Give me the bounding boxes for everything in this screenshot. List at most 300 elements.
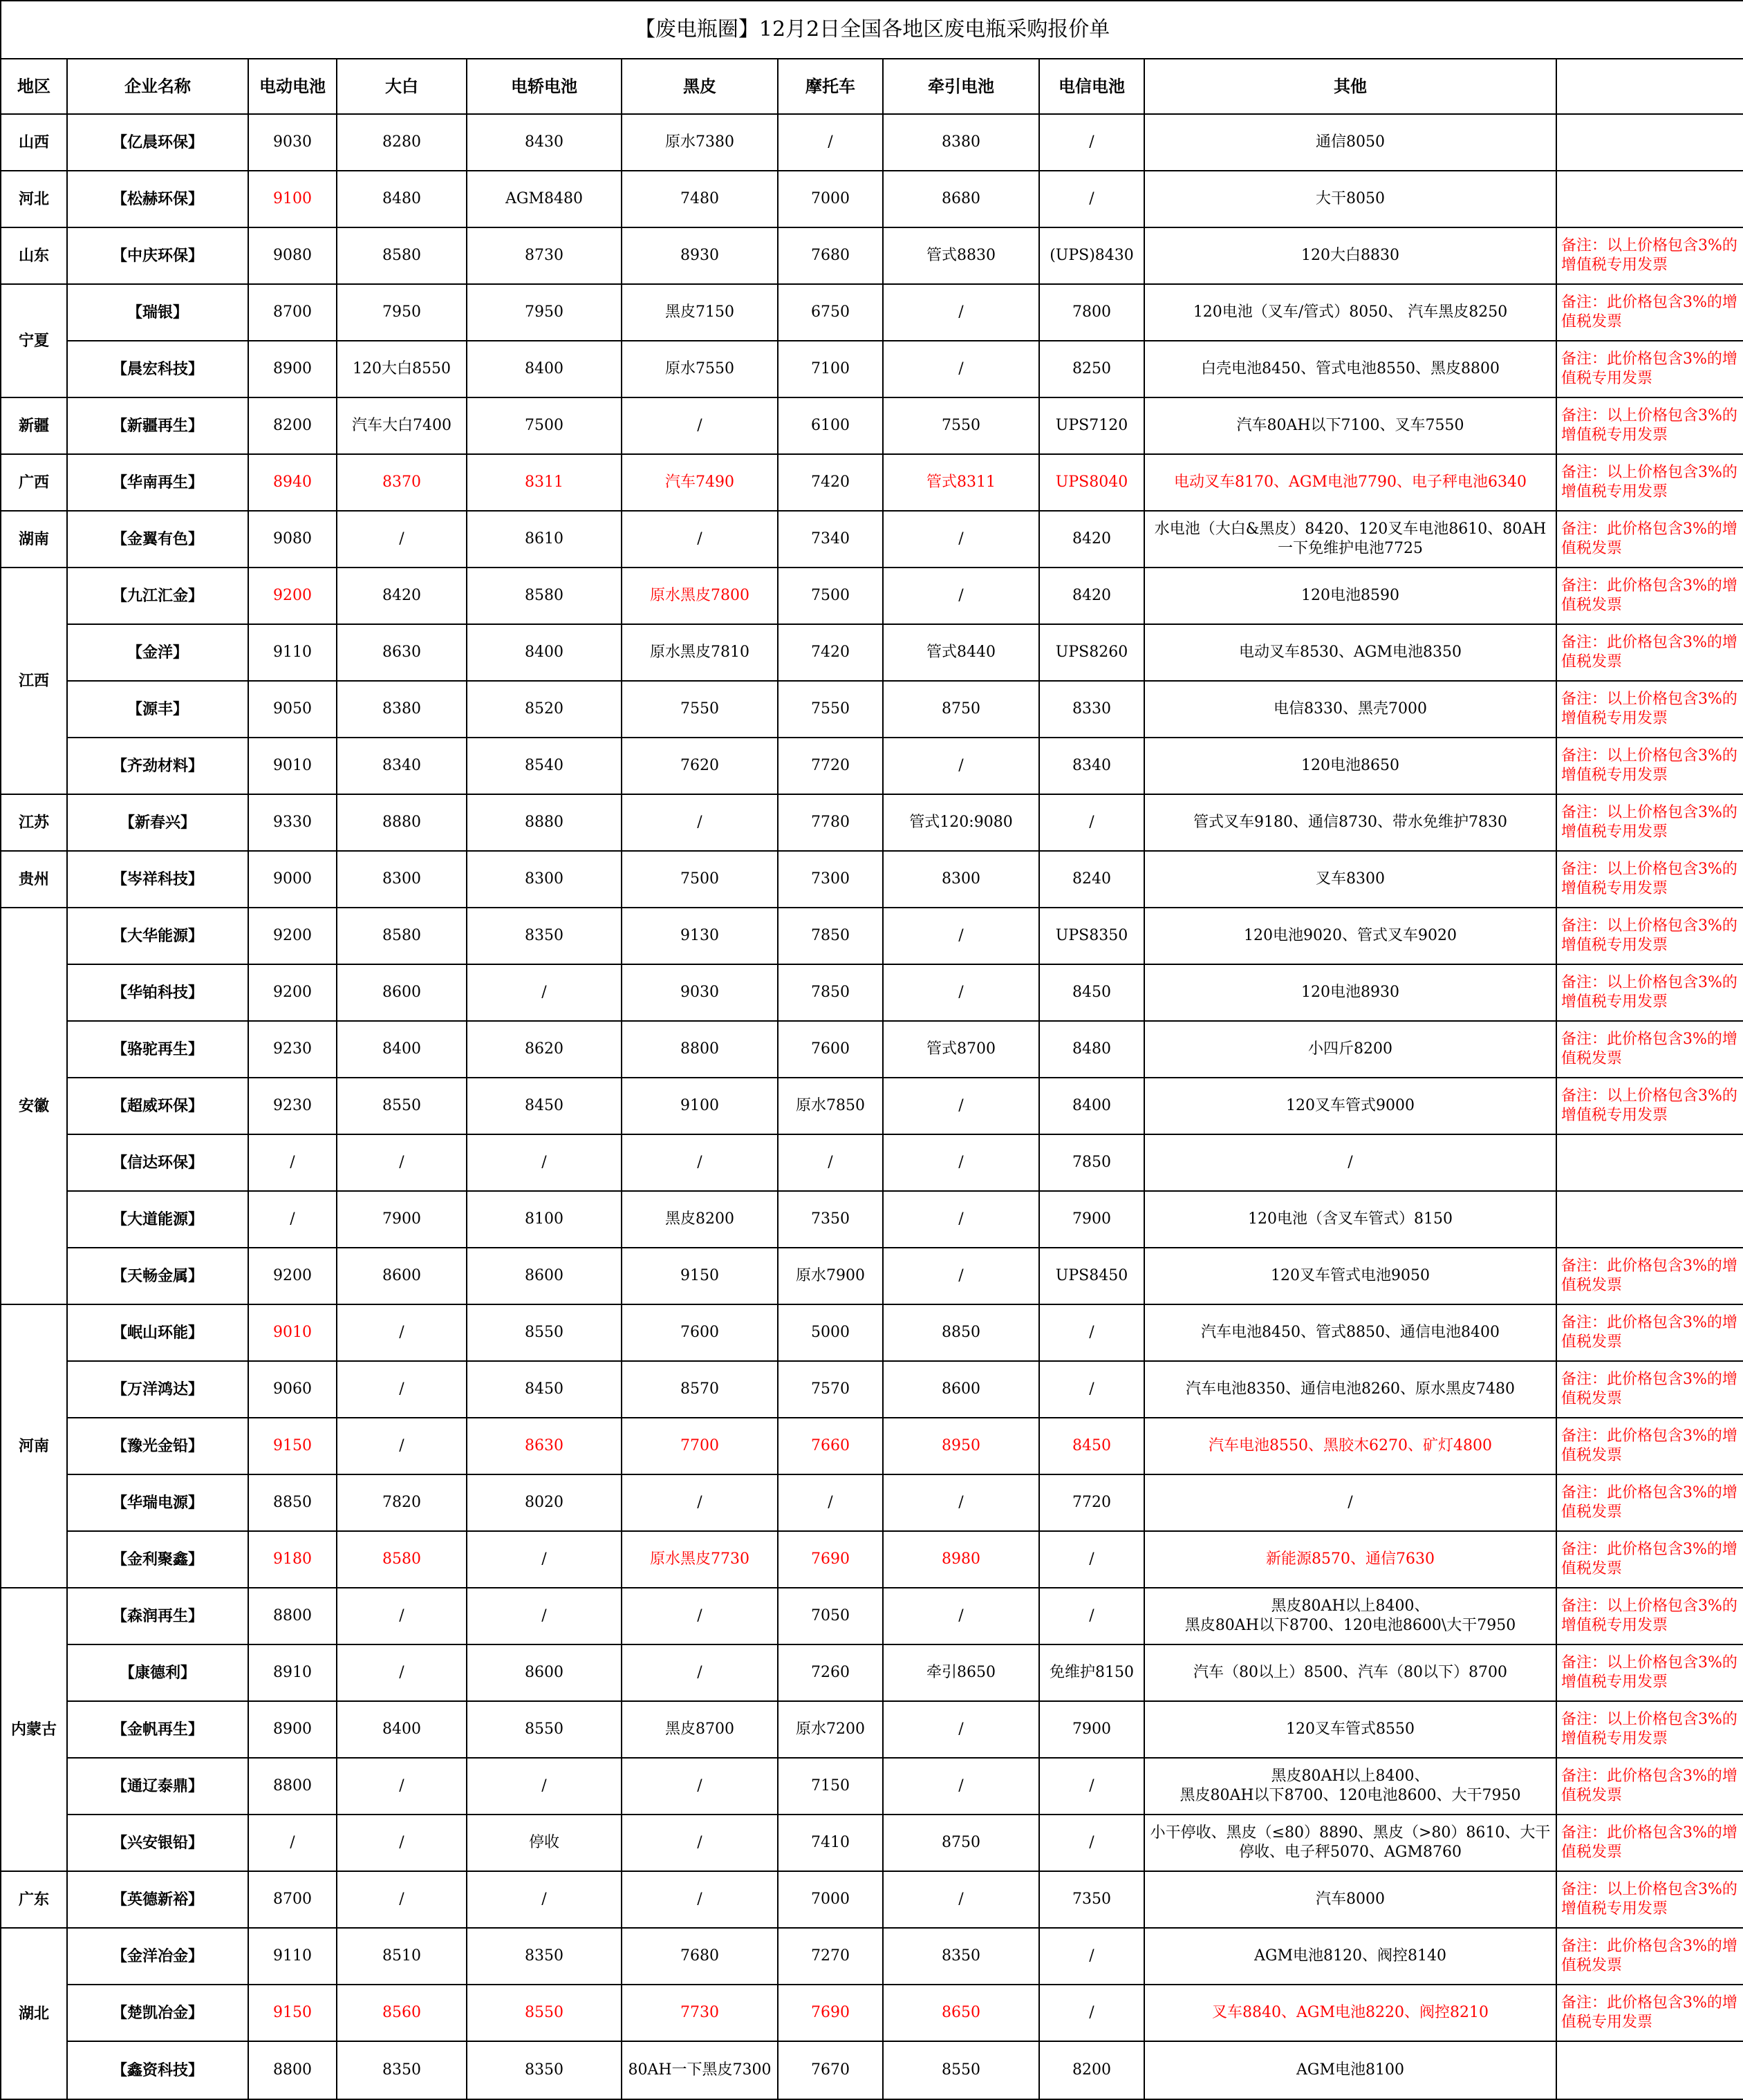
dabai-price: / <box>337 1304 467 1361</box>
dabai-price: 8880 <box>337 794 467 851</box>
table-row <box>1 738 1743 794</box>
electric-battery-price: 9200 <box>248 1248 337 1304</box>
company-name: 【大华能源】 <box>67 908 248 964</box>
company-name: 【新疆再生】 <box>67 397 248 454</box>
heipi-price: 原水黑皮7800 <box>622 568 778 624</box>
telecom-battery-price: 8400 <box>1039 1078 1144 1134</box>
traction-battery-price: / <box>883 1758 1039 1815</box>
traction-battery-price: 8750 <box>883 1815 1039 1871</box>
other-prices: 120电池（叉车/管式）8050、 汽车黑皮8250 <box>1144 284 1556 341</box>
table-row <box>1 1134 1743 1191</box>
car-battery-price: 8550 <box>467 1304 622 1361</box>
heipi-price: 8570 <box>622 1361 778 1418</box>
motorcycle-price: 7150 <box>778 1758 883 1815</box>
telecom-battery-price: / <box>1039 1928 1144 1985</box>
car-battery-price: 8300 <box>467 851 622 908</box>
note-cell: 备注：以上价格包含3%的增值税专用发票 <box>1556 397 1743 454</box>
telecom-battery-price: / <box>1039 1588 1144 1644</box>
car-battery-price: 8100 <box>467 1191 622 1248</box>
car-battery-price: 8620 <box>467 1021 622 1078</box>
traction-battery-price: / <box>883 511 1039 568</box>
car-battery-price: 8730 <box>467 227 622 284</box>
car-battery-price: / <box>467 1758 622 1815</box>
electric-battery-price: 9010 <box>248 738 337 794</box>
region-cell: 江苏 <box>1 794 67 851</box>
note-cell: 备注：以上价格包含3%的增值税专用发票 <box>1556 454 1743 511</box>
car-battery-price: 8610 <box>467 511 622 568</box>
company-name: 【金洋冶金】 <box>67 1928 248 1985</box>
heipi-price: 80AH一下黑皮7300 <box>622 2041 778 2099</box>
table-row <box>1 1531 1743 1588</box>
table-row <box>1 227 1743 284</box>
company-name: 【齐劲材料】 <box>67 738 248 794</box>
header-dabai: 大白 <box>337 59 467 114</box>
region-cell: 湖北 <box>1 1928 67 2099</box>
electric-battery-price: / <box>248 1134 337 1191</box>
car-battery-price: 8400 <box>467 341 622 397</box>
traction-battery-price: 8980 <box>883 1531 1039 1588</box>
note-cell: 备注：此价格包含3%的增值税发票 <box>1556 1474 1743 1531</box>
car-battery-price: / <box>467 1871 622 1928</box>
header-motorcycle: 摩托车 <box>778 59 883 114</box>
company-name: 【松赫环保】 <box>67 171 248 227</box>
electric-battery-price: 8910 <box>248 1644 337 1701</box>
electric-battery-price: 8900 <box>248 341 337 397</box>
note-cell: 备注：此价格包含3%的增值税发票 <box>1556 1304 1743 1361</box>
heipi-price: 7550 <box>622 681 778 738</box>
table-row <box>1 1985 1743 2041</box>
dabai-price: 120大白8550 <box>337 341 467 397</box>
heipi-price: / <box>622 794 778 851</box>
motorcycle-price: 7100 <box>778 341 883 397</box>
traction-battery-price: / <box>883 1248 1039 1304</box>
traction-battery-price: / <box>883 341 1039 397</box>
electric-battery-price: 9030 <box>248 114 337 171</box>
dabai-price: 8480 <box>337 171 467 227</box>
car-battery-price: 8020 <box>467 1474 622 1531</box>
other-prices: / <box>1144 1474 1556 1531</box>
region-cell: 安徽 <box>1 908 67 1304</box>
note-cell: 备注：以上价格包含3%的增值税专用发票 <box>1556 851 1743 908</box>
table-row <box>1 1304 1743 1361</box>
region-cell: 新疆 <box>1 397 67 454</box>
motorcycle-price: 5000 <box>778 1304 883 1361</box>
other-prices: 120叉车管式9000 <box>1144 1078 1556 1134</box>
dabai-price: 8370 <box>337 454 467 511</box>
motorcycle-price: 7850 <box>778 908 883 964</box>
other-prices: 汽车8000 <box>1144 1871 1556 1928</box>
header-electric: 电动电池 <box>248 59 337 114</box>
table-row <box>1 454 1743 511</box>
electric-battery-price: 9180 <box>248 1531 337 1588</box>
electric-battery-price: 8940 <box>248 454 337 511</box>
traction-battery-price: 管式8700 <box>883 1021 1039 1078</box>
electric-battery-price: 8700 <box>248 1871 337 1928</box>
header-heipi: 黑皮 <box>622 59 778 114</box>
telecom-battery-price: / <box>1039 1531 1144 1588</box>
table-row <box>1 1701 1743 1758</box>
company-name: 【岷山环能】 <box>67 1304 248 1361</box>
electric-battery-price: 9060 <box>248 1361 337 1418</box>
company-name: 【九江汇金】 <box>67 568 248 624</box>
other-prices: 小干停收、黑皮（≤80）8890、黑皮（>80）8610、大干停收、电子秤5070、AGM8760 <box>1144 1815 1556 1871</box>
company-name: 【岑祥科技】 <box>67 851 248 908</box>
electric-battery-price: 9010 <box>248 1304 337 1361</box>
note-cell: 备注：此价格包含3%的增值税发票 <box>1556 1758 1743 1815</box>
region-cell: 山西 <box>1 114 67 171</box>
telecom-battery-price: 7350 <box>1039 1871 1144 1928</box>
company-name: 【楚凯冶金】 <box>67 1985 248 2041</box>
note-cell: 备注：此价格包含3%的增值税发票 <box>1556 284 1743 341</box>
traction-battery-price: / <box>883 284 1039 341</box>
note-cell: 备注：此价格包含3%的增值税发票 <box>1556 511 1743 568</box>
other-prices: / <box>1144 1134 1556 1191</box>
dabai-price: 7900 <box>337 1191 467 1248</box>
telecom-battery-price: / <box>1039 1815 1144 1871</box>
table-row <box>1 1474 1743 1531</box>
note-cell: 备注：以上价格包含3%的增值税专用发票 <box>1556 738 1743 794</box>
motorcycle-price: 7780 <box>778 794 883 851</box>
heipi-price: 黑皮7150 <box>622 284 778 341</box>
company-name: 【源丰】 <box>67 681 248 738</box>
telecom-battery-price: / <box>1039 1758 1144 1815</box>
motorcycle-price: 7570 <box>778 1361 883 1418</box>
heipi-price: / <box>622 1588 778 1644</box>
car-battery-price: 8600 <box>467 1644 622 1701</box>
other-prices: 通信8050 <box>1144 114 1556 171</box>
traction-battery-price: 管式8311 <box>883 454 1039 511</box>
heipi-price: 7680 <box>622 1928 778 1985</box>
telecom-battery-price: 8420 <box>1039 568 1144 624</box>
traction-battery-price: / <box>883 1474 1039 1531</box>
car-battery-price: 8540 <box>467 738 622 794</box>
note-cell: 备注：以上价格包含3%的增值税专用发票 <box>1556 794 1743 851</box>
heipi-price: 7730 <box>622 1985 778 2041</box>
dabai-price: 8580 <box>337 227 467 284</box>
telecom-battery-price: 8200 <box>1039 2041 1144 2099</box>
traction-battery-price: / <box>883 1701 1039 1758</box>
car-battery-price: 8450 <box>467 1361 622 1418</box>
motorcycle-price: 7500 <box>778 568 883 624</box>
company-name: 【华南再生】 <box>67 454 248 511</box>
dabai-price: 8350 <box>337 2041 467 2099</box>
dabai-price: 汽车大白7400 <box>337 397 467 454</box>
traction-battery-price: 8650 <box>883 1985 1039 2041</box>
company-name: 【骆驼再生】 <box>67 1021 248 1078</box>
other-prices: 管式叉车9180、通信8730、带水免维护7830 <box>1144 794 1556 851</box>
note-cell: 备注：此价格包含3%的增值税发票 <box>1556 1815 1743 1871</box>
traction-battery-price: 8300 <box>883 851 1039 908</box>
traction-battery-price: / <box>883 1078 1039 1134</box>
telecom-battery-price: / <box>1039 1985 1144 2041</box>
traction-battery-price: 8380 <box>883 114 1039 171</box>
motorcycle-price: 7850 <box>778 964 883 1021</box>
telecom-battery-price: 7800 <box>1039 284 1144 341</box>
dabai-price: 8580 <box>337 908 467 964</box>
note-cell: 备注：以上价格包含3%的增值税专用发票 <box>1556 1644 1743 1701</box>
dabai-price: 8580 <box>337 1531 467 1588</box>
motorcycle-price: 7350 <box>778 1191 883 1248</box>
traction-battery-price: 管式8440 <box>883 624 1039 681</box>
table-row <box>1 851 1743 908</box>
traction-battery-price: 8750 <box>883 681 1039 738</box>
telecom-battery-price: 8240 <box>1039 851 1144 908</box>
region-cell: 山东 <box>1 227 67 284</box>
traction-battery-price: / <box>883 1191 1039 1248</box>
telecom-battery-price: UPS7120 <box>1039 397 1144 454</box>
other-prices: 汽车电池8550、黑胶木6270、矿灯4800 <box>1144 1418 1556 1474</box>
dabai-price: 8420 <box>337 568 467 624</box>
dabai-price: 7950 <box>337 284 467 341</box>
header-traction: 牵引电池 <box>883 59 1039 114</box>
dabai-price: 8510 <box>337 1928 467 1985</box>
car-battery-price: 7950 <box>467 284 622 341</box>
heipi-price: 9130 <box>622 908 778 964</box>
table-row <box>1 1815 1743 1871</box>
company-name: 【中庆环保】 <box>67 227 248 284</box>
header-row <box>1 59 1743 114</box>
traction-battery-price: / <box>883 1871 1039 1928</box>
electric-battery-price: 9080 <box>248 227 337 284</box>
motorcycle-price: 6750 <box>778 284 883 341</box>
table-row <box>1 1588 1743 1644</box>
motorcycle-price: 7300 <box>778 851 883 908</box>
heipi-price: 8930 <box>622 227 778 284</box>
other-prices: 120电池8650 <box>1144 738 1556 794</box>
heipi-price: 9100 <box>622 1078 778 1134</box>
traction-battery-price: / <box>883 964 1039 1021</box>
note-cell <box>1556 171 1743 227</box>
table-row <box>1 1418 1743 1474</box>
telecom-battery-price: (UPS)8430 <box>1039 227 1144 284</box>
heipi-price: / <box>622 1474 778 1531</box>
company-name: 【通辽泰鼎】 <box>67 1758 248 1815</box>
note-cell <box>1556 114 1743 171</box>
telecom-battery-price: / <box>1039 1304 1144 1361</box>
traction-battery-price: 7550 <box>883 397 1039 454</box>
other-prices: 120电池8930 <box>1144 964 1556 1021</box>
electric-battery-price: 9330 <box>248 794 337 851</box>
table-row <box>1 511 1743 568</box>
electric-battery-price: 8800 <box>248 1758 337 1815</box>
dabai-price: / <box>337 1134 467 1191</box>
electric-battery-price: 9080 <box>248 511 337 568</box>
company-name: 【晨宏科技】 <box>67 341 248 397</box>
car-battery-price: 8350 <box>467 2041 622 2099</box>
region-cell: 贵州 <box>1 851 67 908</box>
company-name: 【华铂科技】 <box>67 964 248 1021</box>
electric-battery-price: 9150 <box>248 1418 337 1474</box>
traction-battery-price: 管式120:9080 <box>883 794 1039 851</box>
motorcycle-price: 原水7850 <box>778 1078 883 1134</box>
heipi-price: 7620 <box>622 738 778 794</box>
company-name: 【亿晨环保】 <box>67 114 248 171</box>
table-row <box>1 1928 1743 1985</box>
heipi-price: 7500 <box>622 851 778 908</box>
heipi-price: / <box>622 1134 778 1191</box>
company-name: 【超威环保】 <box>67 1078 248 1134</box>
electric-battery-price: 9230 <box>248 1078 337 1134</box>
company-name: 【金利聚鑫】 <box>67 1531 248 1588</box>
telecom-battery-price: 7900 <box>1039 1701 1144 1758</box>
dabai-price: 8600 <box>337 1248 467 1304</box>
dabai-price: / <box>337 1418 467 1474</box>
table-row <box>1 1021 1743 1078</box>
note-cell: 备注：此价格包含3%的增值税发票 <box>1556 1928 1743 1985</box>
telecom-battery-price: UPS8450 <box>1039 1248 1144 1304</box>
table-row <box>1 1758 1743 1815</box>
region-cell: 宁夏 <box>1 284 67 397</box>
heipi-price: 黑皮8200 <box>622 1191 778 1248</box>
note-cell: 备注：以上价格包含3%的增值税专用发票 <box>1556 908 1743 964</box>
note-cell: 备注：以上价格包含3%的增值税专用发票 <box>1556 964 1743 1021</box>
electric-battery-price: 9200 <box>248 568 337 624</box>
motorcycle-price: 7420 <box>778 624 883 681</box>
other-prices: 120电池9020、管式叉车9020 <box>1144 908 1556 964</box>
telecom-battery-price: 7720 <box>1039 1474 1144 1531</box>
region-cell: 河南 <box>1 1304 67 1588</box>
motorcycle-price: 原水7900 <box>778 1248 883 1304</box>
dabai-price: / <box>337 1815 467 1871</box>
note-cell: 备注：此价格包含3%的增值税专用发票 <box>1556 1985 1743 2041</box>
other-prices: 汽车（80以上）8500、汽车（80以下）8700 <box>1144 1644 1556 1701</box>
dabai-price: / <box>337 1588 467 1644</box>
other-prices: 120叉车管式8550 <box>1144 1701 1556 1758</box>
heipi-price: / <box>622 1871 778 1928</box>
dabai-price: 8400 <box>337 1701 467 1758</box>
note-cell: 备注：此价格包含3%的增值税发票 <box>1556 1418 1743 1474</box>
note-cell: 备注：此价格包含3%的增值税发票 <box>1556 568 1743 624</box>
traction-battery-price: / <box>883 1588 1039 1644</box>
electric-battery-price: 9110 <box>248 624 337 681</box>
header-company: 企业名称 <box>67 59 248 114</box>
traction-battery-price: / <box>883 908 1039 964</box>
telecom-battery-price: / <box>1039 794 1144 851</box>
traction-battery-price: / <box>883 738 1039 794</box>
table-row <box>1 1644 1743 1701</box>
heipi-price: 7600 <box>622 1304 778 1361</box>
table-row <box>1 964 1743 1021</box>
note-cell: 备注：此价格包含3%的增值税发票 <box>1556 1361 1743 1418</box>
dabai-price: 8630 <box>337 624 467 681</box>
car-battery-price: 8450 <box>467 1078 622 1134</box>
electric-battery-price: 8200 <box>248 397 337 454</box>
note-cell <box>1556 2041 1743 2099</box>
other-prices: 汽车电池8350、通信电池8260、原水黑皮7480 <box>1144 1361 1556 1418</box>
motorcycle-price: 7000 <box>778 171 883 227</box>
company-name: 【鑫资科技】 <box>67 2041 248 2099</box>
motorcycle-price: 7690 <box>778 1531 883 1588</box>
table-row <box>1 794 1743 851</box>
heipi-price: 汽车7490 <box>622 454 778 511</box>
header-telecom: 电信电池 <box>1039 59 1144 114</box>
electric-battery-price: 9110 <box>248 1928 337 1985</box>
car-battery-price: 8580 <box>467 568 622 624</box>
note-cell: 备注：此价格包含3%的增值税发票 <box>1556 1248 1743 1304</box>
motorcycle-price: 7660 <box>778 1418 883 1474</box>
telecom-battery-price: UPS8350 <box>1039 908 1144 964</box>
dabai-price: 8550 <box>337 1078 467 1134</box>
car-battery-price: / <box>467 1531 622 1588</box>
motorcycle-price: / <box>778 1134 883 1191</box>
region-cell: 湖南 <box>1 511 67 568</box>
company-name: 【万洋鸿达】 <box>67 1361 248 1418</box>
other-prices: 电信8330、黑壳7000 <box>1144 681 1556 738</box>
electric-battery-price: 9100 <box>248 171 337 227</box>
company-name: 【英德新裕】 <box>67 1871 248 1928</box>
note-cell: 备注：以上价格包含3%的增值税专用发票 <box>1556 681 1743 738</box>
company-name: 【豫光金铅】 <box>67 1418 248 1474</box>
other-prices: 白壳电池8450、管式电池8550、黑皮8800 <box>1144 341 1556 397</box>
region-cell: 江西 <box>1 568 67 794</box>
motorcycle-price: 7000 <box>778 1871 883 1928</box>
telecom-battery-price: 8450 <box>1039 964 1144 1021</box>
telecom-battery-price: 免维护8150 <box>1039 1644 1144 1701</box>
table-row <box>1 908 1743 964</box>
telecom-battery-price: / <box>1039 114 1144 171</box>
table-row <box>1 681 1743 738</box>
heipi-price: / <box>622 1815 778 1871</box>
table-row <box>1 1361 1743 1418</box>
telecom-battery-price: / <box>1039 1361 1144 1418</box>
company-name: 【瑞银】 <box>67 284 248 341</box>
heipi-price: 7480 <box>622 171 778 227</box>
company-name: 【金翼有色】 <box>67 511 248 568</box>
electric-battery-price: 8800 <box>248 1588 337 1644</box>
heipi-price: 8800 <box>622 1021 778 1078</box>
electric-battery-price: / <box>248 1191 337 1248</box>
company-name: 【大道能源】 <box>67 1191 248 1248</box>
car-battery-price: AGM8480 <box>467 171 622 227</box>
car-battery-price: / <box>467 964 622 1021</box>
other-prices: 120大白8830 <box>1144 227 1556 284</box>
note-cell: 备注：此价格包含3%的增值税发票 <box>1556 1531 1743 1588</box>
dabai-price: 8600 <box>337 964 467 1021</box>
header-car-battery: 电轿电池 <box>467 59 622 114</box>
other-prices: 新能源8570、通信7630 <box>1144 1531 1556 1588</box>
other-prices: 120电池8590 <box>1144 568 1556 624</box>
car-battery-price: 8430 <box>467 114 622 171</box>
region-cell: 内蒙古 <box>1 1588 67 1871</box>
dabai-price: / <box>337 1361 467 1418</box>
electric-battery-price: 9230 <box>248 1021 337 1078</box>
car-battery-price: 停收 <box>467 1815 622 1871</box>
motorcycle-price: 7270 <box>778 1928 883 1985</box>
electric-battery-price: 8850 <box>248 1474 337 1531</box>
company-name: 【华瑞电源】 <box>67 1474 248 1531</box>
traction-battery-price: 牵引8650 <box>883 1644 1039 1701</box>
traction-battery-price: 8600 <box>883 1361 1039 1418</box>
region-cell: 广东 <box>1 1871 67 1928</box>
car-battery-price: 8311 <box>467 454 622 511</box>
electric-battery-price: 8800 <box>248 2041 337 2099</box>
dabai-price: 8340 <box>337 738 467 794</box>
other-prices: 120电池（含叉车管式）8150 <box>1144 1191 1556 1248</box>
electric-battery-price: 8700 <box>248 284 337 341</box>
heipi-price: 9030 <box>622 964 778 1021</box>
electric-battery-price: 9050 <box>248 681 337 738</box>
motorcycle-price: 7550 <box>778 681 883 738</box>
company-name: 【兴安银铅】 <box>67 1815 248 1871</box>
traction-battery-price: / <box>883 1134 1039 1191</box>
heipi-price: 原水7380 <box>622 114 778 171</box>
dabai-price: 8300 <box>337 851 467 908</box>
table-row <box>1 2041 1743 2099</box>
car-battery-price: / <box>467 1588 622 1644</box>
traction-battery-price: 8680 <box>883 171 1039 227</box>
note-cell: 备注：以上价格包含3%的增值税专用发票 <box>1556 1871 1743 1928</box>
electric-battery-price: 9200 <box>248 908 337 964</box>
